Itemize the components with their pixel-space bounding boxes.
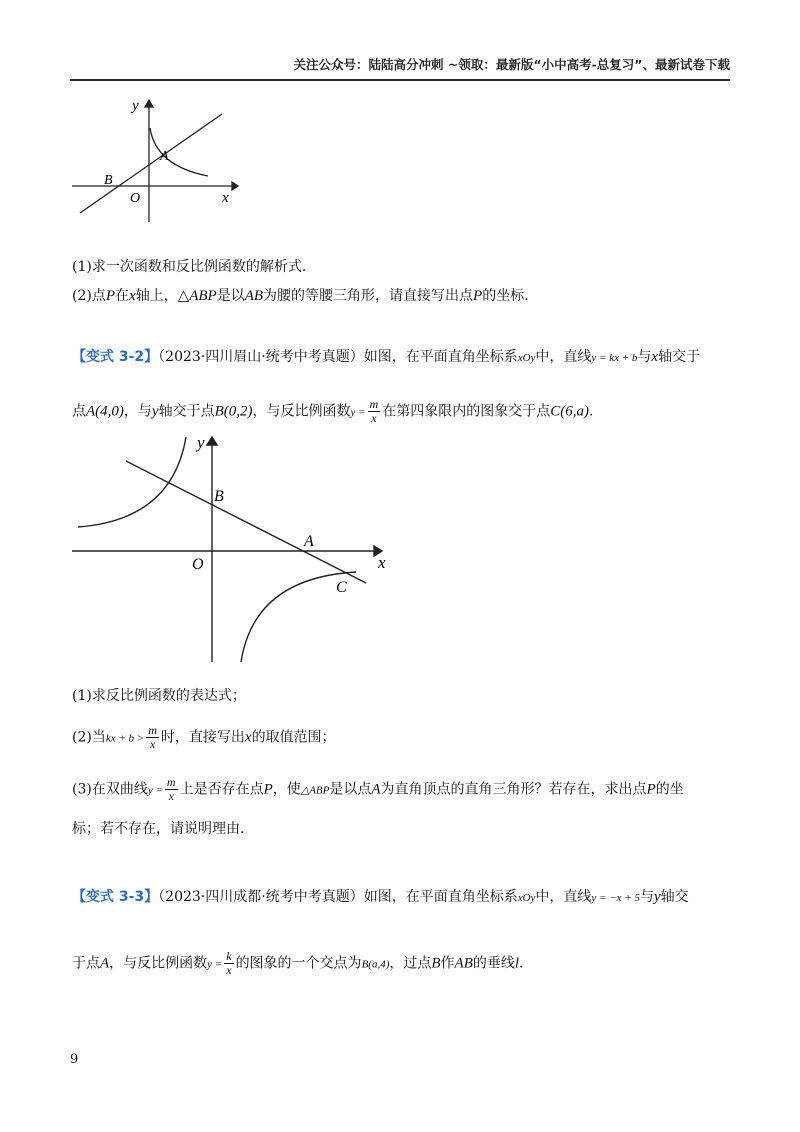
graph2-a-label: A <box>304 533 314 550</box>
graph1-a-label: A <box>160 149 169 164</box>
question-1-part-2: (2)点P在x轴上，△ABP是以AB为腰的等腰三角形，请直接写出点P的坐标． <box>72 288 539 304</box>
graph2-o-label: O <box>192 556 204 573</box>
graph1-line <box>80 114 222 213</box>
graph1-x-label: x <box>222 190 229 206</box>
graph1-x-arrow <box>232 182 238 190</box>
graph1-hyperbola <box>150 128 208 176</box>
fraction-m-over-x-2: $\frac{m}{x}$ <box>148 723 157 751</box>
graph2-y-label: y <box>197 433 205 452</box>
graph1-b-label: B <box>104 173 113 188</box>
page-header <box>70 55 730 81</box>
graph2-line <box>126 461 366 583</box>
variant-3-2-tag: 【变式 3-2】 <box>72 349 159 365</box>
question-1-part-1: (1)求一次函数和反比例函数的解析式． <box>72 259 316 275</box>
graph-1 <box>72 92 242 227</box>
graph2-c-label: C <box>336 579 347 596</box>
graph2-x-label: x <box>378 553 386 572</box>
graph2-hyperbola-q2 <box>78 437 186 527</box>
fraction-k-over-x: $\frac{k}{x}$ <box>226 949 232 977</box>
header-text: 关注公众号：陆陆高分冲刺 ~领取：最新版“小中高考-总复习”、最新试卷下载 <box>293 57 730 72</box>
fraction-m-over-x: $\frac{m}{x}$ <box>369 397 379 425</box>
variant-3-2-line-2: 点A(4,0)，与y轴交于点B(0,2)，与反比例函数y = $\frac{m}{x}$ 在第四象限内的图象交于点C(6,a)． <box>72 397 603 425</box>
graph1-y-label: y <box>132 98 139 114</box>
graph2-y-arrow <box>207 437 217 445</box>
variant-3-2-q1: (1)求反比例函数的表达式； <box>72 688 246 704</box>
variant-3-3-line-2: 于点A，与反比例函数y = $\frac{k}{x}$ 的图象的一个交点为B(a,4)，过点B作AB的垂线l. <box>72 949 524 977</box>
variant-3-2-line-1: 【变式 3-2】（2023·四川眉山·统考中考真题）如图，在平面直角坐标系xOy中，直线y = kx + b与x轴交于 <box>72 349 701 365</box>
graph1-y-arrow <box>145 100 153 107</box>
variant-3-2-q3-line-1: (3)在双曲线y = $\frac{m}{x}$ 上是否存在点P，使△ABP是以点A为直角顶点的直角三角形？若存在，求出点P的坐 <box>72 775 684 803</box>
fraction-m-over-x-3: $\frac{m}{x}$ <box>166 775 176 803</box>
variant-3-3-line-1: 【变式 3-3】（2023·四川成都·统考中考真题）如图，在平面直角坐标系xOy中，直线y = −x + 5与y轴交 <box>72 889 689 905</box>
variant-3-2-q3-line-2: 标；若不存在，请说明理由． <box>72 821 254 837</box>
page-number: 9 <box>70 1052 79 1067</box>
graph2-b-label: B <box>214 488 224 505</box>
graph-2 <box>72 432 392 664</box>
graph1-o-label: O <box>130 191 141 206</box>
variant-3-2-q2: (2)当kx + b > $\frac{m}{x}$ 时，直接写出x的取值范围； <box>72 723 336 751</box>
variant-3-3-tag: 【变式 3-3】 <box>72 889 159 905</box>
